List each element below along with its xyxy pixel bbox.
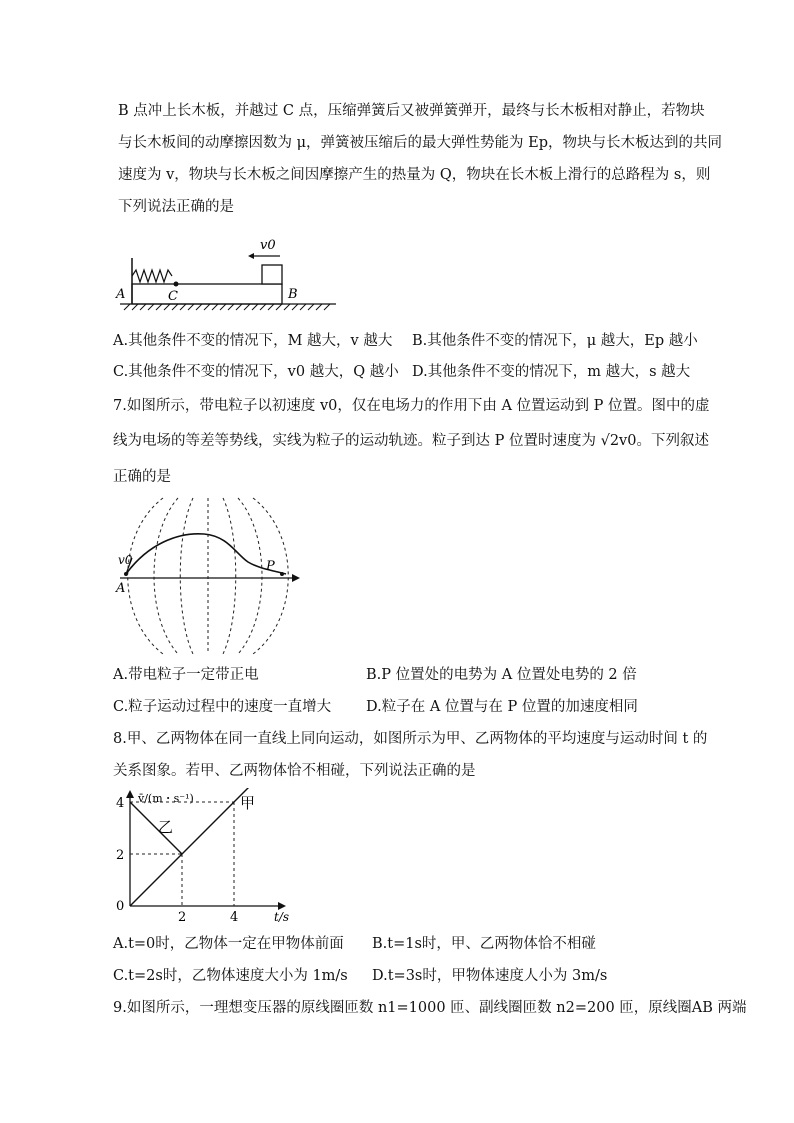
q8-x-axis-label: t/s (274, 910, 290, 924)
q6-plank (132, 284, 282, 304)
q7-option-b: B.P 位置处的电势为 A 位置处电势的 2 倍 (366, 667, 637, 683)
q7-electric-field-figure (108, 494, 308, 658)
q8-line-1: 8.甲、乙两物体在同一直线上同向运动，如图所示为甲、乙两物体的平均速度与运动时间 t 的 (113, 731, 708, 747)
q8-option-d: D.t=3s时，甲物体速度人小为 3m/s (372, 968, 608, 984)
q6-line-4: 下列说法正确的是 (118, 199, 234, 215)
q6-arrowhead (248, 253, 254, 259)
q8-line-2: 关系图象。若甲、乙两物体恰不相碰，下列说法正确的是 (113, 763, 476, 779)
q7-equipotential-lines (128, 498, 289, 654)
q6-label-a: A (116, 287, 126, 302)
q7-point-p (280, 572, 284, 576)
q6-point-c (174, 282, 179, 287)
q8-option-b: B.t=1s时，甲、乙两物体恰不相碰 (372, 936, 596, 952)
q7-option-c: C.粒子运动过程中的速度一直增大 (113, 699, 332, 715)
q7-point-a (124, 572, 128, 576)
q8-y-tick-label: 2 (116, 848, 125, 863)
q8-x-axis-arrowhead (278, 902, 286, 910)
q6-label-v0: v0 (260, 238, 276, 253)
q6-spring (132, 270, 172, 282)
q6-option-d: D.其他条件不变的情况下，m 越大，s 越大 (412, 364, 691, 380)
q6-option-b: B.其他条件不变的情况下，μ 越大，Ep 越小 (412, 333, 698, 349)
q8-x-tick-label: 0 (116, 899, 125, 914)
q6-line-2: 与长木板间的动摩擦因数为 μ，弹簧被压缩后的最大弹性势能为 Ep，物块与长木板达到的共同 (118, 135, 723, 151)
q8-series-label-jia: 甲 (240, 794, 256, 812)
q8-y-axis-label: v̄/(m・s⁻¹) (138, 792, 194, 805)
q6-line-3: 速度为 v，物块与长木板之间因摩擦产生的热量为 Q，物块在长木板上滑行的总路程为 s，则 (118, 167, 711, 183)
q8-y-axis-arrowhead (126, 790, 134, 798)
q6-block (262, 265, 282, 284)
q6-line-1: B 点冲上长木板，并越过 C 点，压缩弹簧后又被弹簧弹开，最终与长木板相对静止，若物块 (118, 103, 705, 119)
q8-x-tick-label: 4 (230, 910, 239, 924)
q9-line-1: 9.如图所示，一理想变压器的原线圈匝数 n1=1000 匝、副线圈匝数 n2=200 匝，原线圈AB 两端 (113, 1000, 747, 1016)
q8-series-label-yi: 乙 (158, 818, 174, 836)
q8-option-a: A.t=0时，乙物体一定在甲物体前面 (113, 936, 344, 952)
q8-series-line-yi (130, 802, 182, 854)
q7-option-d: D.粒子在 A 位置与在 P 位置的加速度相同 (366, 699, 638, 715)
q7-label-a: A (116, 581, 126, 596)
q7-axis-arrowhead (292, 574, 300, 582)
q6-option-c: C.其他条件不变的情况下，v0 越大，Q 越小 (113, 364, 399, 380)
q7-label-v0: v0 (118, 553, 133, 567)
q6-plank-spring-figure (112, 232, 342, 317)
q6-label-c: C (168, 289, 178, 304)
q6-label-b: B (288, 287, 298, 302)
q7-option-a: A.带电粒子一定带正电 (113, 667, 259, 683)
q8-x-tick-label: 2 (178, 910, 187, 924)
q7-line-3: 正确的是 (113, 469, 171, 485)
q8-option-c: C.t=2s时，乙物体速度大小为 1m/s (113, 968, 348, 984)
q7-label-p: P (266, 559, 275, 574)
q7-trajectory (126, 534, 286, 574)
q7-line-2: 线为电场的等差等势线，实线为粒子的运动轨迹。粒子到达 P 位置时速度为 √2v0。下列叙述 (113, 433, 709, 449)
q8-y-tick-label: 4 (116, 796, 125, 811)
q8-velocity-time-chart (108, 788, 318, 924)
q6-ground-hatch (124, 304, 330, 310)
q6-option-a: A.其他条件不变的情况下，M 越大，v 越大 (113, 333, 393, 349)
q7-line-1: 7.如图所示，带电粒子以初速度 v0，仅在电场力的作用下由 A 位置运动到 P 位置。图中的虚 (113, 398, 710, 414)
